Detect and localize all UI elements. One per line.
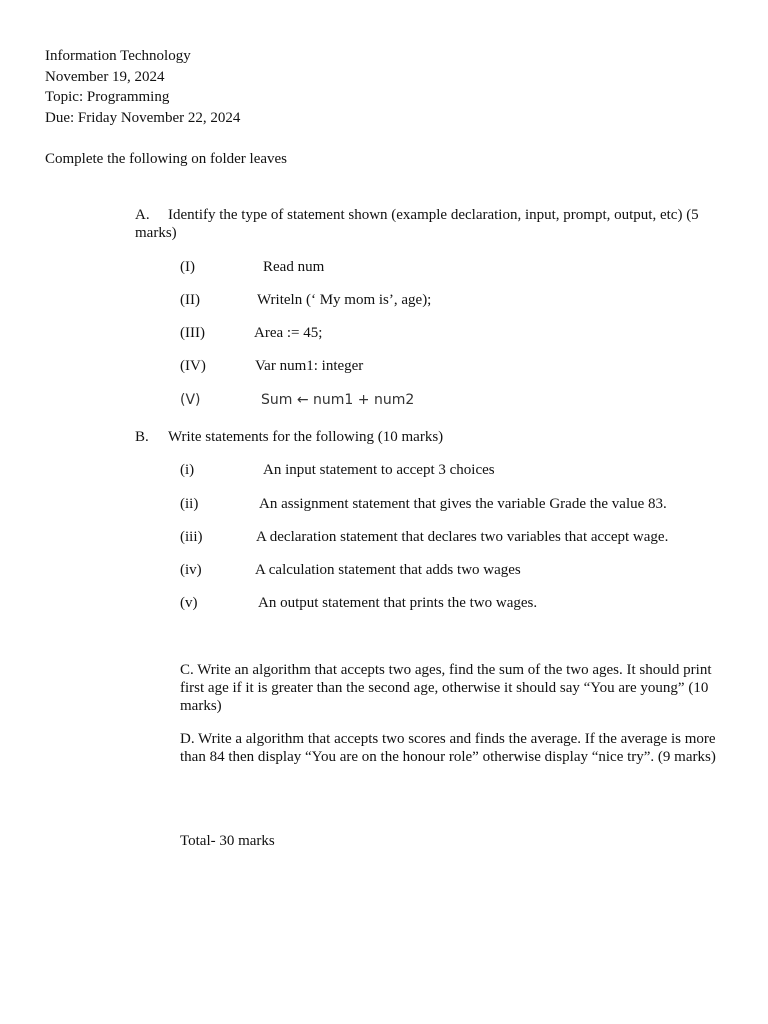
section-d-question: D. Write a algorithm that accepts two scores and finds the average. If the average is more than 84 then display “You are on the honour role” otherwise display “nice try”. (9 marks) <box>180 731 716 765</box>
item-number: (v) <box>180 595 198 611</box>
item-text: Var num1: integer <box>255 358 364 374</box>
item-text: An output statement that prints the two wages. <box>258 595 538 611</box>
topic-line: Topic: Programming <box>45 89 170 105</box>
item-number: (V) <box>180 392 201 408</box>
subject-line: Information Technology <box>45 48 191 64</box>
item-text: Writeln (‘ My mom is’, age); <box>257 292 432 308</box>
item-number: (ii) <box>180 496 199 512</box>
item-number: (iii) <box>180 529 203 545</box>
instruction-text: Complete the following on folder leaves <box>45 151 288 167</box>
section-a-letter: A. <box>135 207 150 223</box>
item-text: An input statement to accept 3 choices <box>263 462 495 478</box>
section-a-heading <box>135 206 725 242</box>
section-c-question: C. Write an algorithm that accepts two ages, find the sum of the two ages. It should print first age if it is greater than the second age, otherwise it should say “You are young” (10 marks) <box>180 662 712 714</box>
item-text: Sum ← num1 + num2 <box>261 392 415 408</box>
item-text: Area := 45; <box>254 325 323 341</box>
section-a-heading-text: Identify the type of statement shown (example declaration, input, prompt, output, etc) (5 marks) <box>135 207 699 241</box>
item-number: (I) <box>180 259 195 275</box>
document-header <box>45 47 240 129</box>
section-b-heading-text: Write statements for the following (10 marks) <box>168 429 444 445</box>
item-number: (II) <box>180 292 200 308</box>
item-number: (IV) <box>180 358 206 374</box>
item-number: (iv) <box>180 562 202 578</box>
date-line: November 19, 2024 <box>45 68 165 85</box>
section-b-heading <box>135 428 725 446</box>
item-number: (III) <box>180 325 205 341</box>
item-text: Read num <box>263 259 325 275</box>
total-marks: Total- 30 marks <box>180 833 275 849</box>
section-b-letter: B. <box>135 429 149 445</box>
item-text: An assignment statement that gives the variable Grade the value 83. <box>259 496 667 512</box>
item-text: A declaration statement that declares two variables that accept wage. <box>256 529 669 545</box>
item-text: A calculation statement that adds two wages <box>255 562 521 578</box>
due-date-line: Due: Friday November 22, 2024 <box>45 109 241 126</box>
item-number: (i) <box>180 462 195 478</box>
